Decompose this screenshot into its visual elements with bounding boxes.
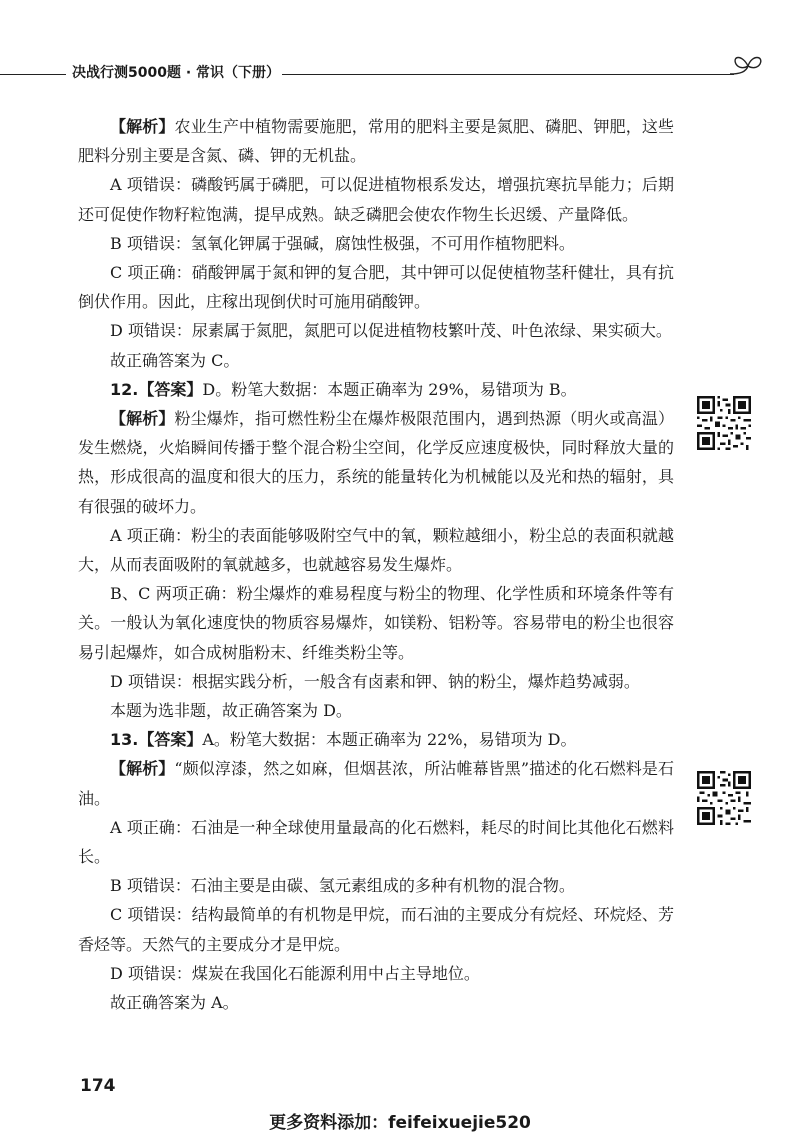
paragraph-text: D 项错误：煤炭在我国化石能源利用中占主导地位。 — [110, 963, 480, 983]
paragraph-text: D 项错误：根据实践分析，一般含有卤素和钾、钠的粉尘，爆炸趋势减弱。 — [110, 671, 640, 691]
page-content — [78, 112, 674, 1017]
paragraph — [78, 170, 674, 228]
paragraph-text: 粉尘爆炸，指可燃性粉尘在爆炸极限范围内，遇到热源（明火或高温）发生燃烧，火焰瞬间传播于整个混合粉尘空间，化学反应速度极快，同时释放大量的热，形成很高的温度和很大的压力，系统的能量转化为机械能以及光和热的辐射，具有很强的破坏力。 — [78, 409, 674, 516]
question-number-answer-tag: 13.【答案】 — [110, 730, 203, 750]
paragraph — [78, 316, 674, 345]
paragraph-text: 农业生产中植物需要施肥，常用的肥料主要是氮肥、磷肥、钾肥，这些肥料分别主要是含氮、磷、钾的无机盐。 — [78, 117, 674, 166]
sprout-icon — [726, 50, 766, 84]
paragraph — [78, 900, 674, 958]
paragraph — [78, 667, 674, 696]
paragraph-text: 故正确答案为 A。 — [110, 993, 239, 1013]
qr-code-icon[interactable] — [697, 396, 751, 450]
paragraph-text: A。粉笔大数据：本题正确率为 22%，易错项为 D。 — [202, 730, 577, 750]
paragraph-text: C 项正确：硝酸钾属于氮和钾的复合肥，其中钾可以促使植物茎秆健壮，具有抗倒伏作用。因此，庄稼出现倒伏时可施用硝酸钾。 — [78, 263, 674, 312]
page-number: 174 — [80, 1076, 116, 1096]
paragraph — [78, 521, 674, 579]
paragraph — [78, 346, 674, 375]
paragraph — [78, 404, 674, 521]
paragraph — [78, 871, 674, 900]
paragraph — [78, 754, 674, 812]
qr-code-icon[interactable] — [697, 771, 751, 825]
paragraph — [78, 258, 674, 316]
paragraph-text: 故正确答案为 C。 — [110, 350, 240, 370]
paragraph-text: A 项正确：粉尘的表面能够吸附空气中的氧，颗粒越细小，粉尘总的表面积就越大，从而表面吸附的氧就越多，也就越容易发生爆炸。 — [78, 525, 674, 575]
paragraph-text: B 项错误：石油主要是由碳、氢元素组成的多种有机物的混合物。 — [110, 876, 575, 896]
paragraph — [78, 579, 674, 667]
paragraph-text: D。粉笔大数据：本题正确率为 29%，易错项为 B。 — [202, 379, 577, 399]
header-rule-right — [282, 74, 734, 75]
paragraph — [78, 813, 674, 871]
paragraph-tag: 【解析】 — [110, 117, 175, 136]
paragraph-text: D 项错误：尿素属于氮肥，氮肥可以促进植物枝繁叶茂、叶色浓绿、果实硕大。 — [110, 321, 672, 341]
paragraph-text: “颇似淳漆，然之如麻，但烟甚浓，所沾帷幕皆黑”描述的化石燃料是石油。 — [78, 759, 674, 808]
paragraph-text: B 项错误：氢氧化钾属于强碱，腐蚀性极强，不可用作植物肥料。 — [110, 233, 575, 253]
paragraph — [78, 112, 674, 170]
answer-line — [78, 725, 674, 754]
header-rule-left — [0, 74, 66, 75]
paragraph — [78, 959, 674, 988]
paragraph-tag: 【解析】 — [110, 759, 175, 779]
paragraph-tag: 【解析】 — [110, 409, 175, 429]
question-number-answer-tag: 12.【答案】 — [110, 379, 203, 399]
paragraph-text: A 项错误：磷酸钙属于磷肥，可以促进植物根系发达，增强抗寒抗旱能力；后期还可促使作物籽粒饱满，提早成熟。缺乏磷肥会使农作物生长迟缓、产量降低。 — [78, 175, 674, 224]
header-title: 决战行测5000题 · 常识（下册） — [72, 65, 281, 81]
paragraph-text: B、C 两项正确：粉尘爆炸的难易程度与粉尘的物理、化学性质和环境条件等有关。一般认为氧化速度快的物质容易爆炸，如镁粉、铝粉等。容易带电的粉尘也很容易引起爆炸，如合成树脂粉末、纤维类粉尘等。 — [78, 584, 674, 662]
paragraph-text: A 项正确：石油是一种全球使用量最高的化石燃料，耗尽的时间比其他化石燃料长。 — [78, 817, 674, 867]
answer-line — [78, 375, 674, 404]
paragraph-text: C 项错误：结构最简单的有机物是甲烷，而石油的主要成分有烷烃、环烷烃、芳香烃等。天然气的主要成分才是甲烷。 — [78, 905, 674, 954]
paragraph — [78, 988, 674, 1017]
footer-note: 更多资料添加：feifeixuejie520 — [269, 1113, 531, 1133]
paragraph — [78, 229, 674, 258]
paragraph — [78, 696, 674, 725]
page-header — [0, 58, 800, 88]
paragraph-text: 本题为选非题，故正确答案为 D。 — [110, 701, 352, 721]
